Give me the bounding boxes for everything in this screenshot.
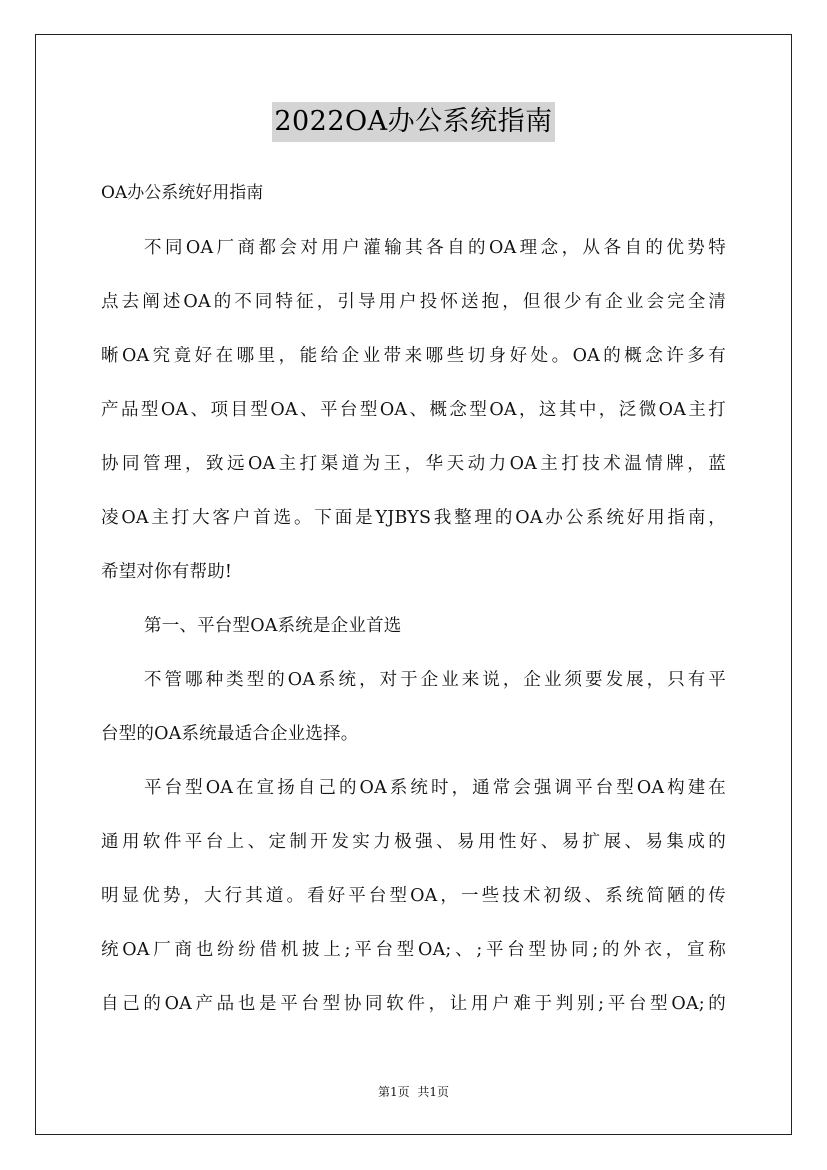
body-line: 凌OA主打大客户首选。下面是YJBYS我整理的OA办公系统好用指南， bbox=[101, 508, 726, 528]
body-line: 不管哪种类型的OA系统，对于企业来说，企业须要发展，只有平 bbox=[144, 670, 726, 690]
body-line: 明显优势，大行其道。看好平台型OA，一些技术初级、系统简陋的传 bbox=[101, 886, 726, 906]
section-heading: 第一、平台型OA系统是企业首选 bbox=[144, 616, 402, 636]
page-total: 共1页 bbox=[417, 1085, 449, 1099]
body-line: 统OA厂商也纷纷借机披上;平台型OA;、;平台型协同;的外衣，宣称 bbox=[101, 940, 726, 960]
body-line: 不同OA厂商都会对用户灌输其各自的OA理念，从各自的优势特 bbox=[144, 238, 726, 258]
body-line: 通用软件平台上、定制开发实力极强、易用性好、易扩展、易集成的 bbox=[101, 832, 726, 852]
body-line: 自己的OA产品也是平台型协同软件，让用户难于判别;平台型OA;的 bbox=[101, 994, 726, 1014]
document-subtitle: OA办公系统好用指南 bbox=[101, 183, 264, 203]
body-line: 产品型OA、项目型OA、平台型OA、概念型OA，这其中，泛微OA主打 bbox=[101, 400, 726, 420]
title-container bbox=[0, 102, 827, 142]
page-footer bbox=[0, 1083, 827, 1101]
body-line: 台型的OA系统最适合企业选择。 bbox=[101, 724, 359, 744]
body-line: 点去阐述OA的不同特征，引导用户投怀送抱，但很少有企业会完全清 bbox=[101, 292, 726, 312]
body-line: 协同管理，致远OA主打渠道为王，华天动力OA主打技术温情牌，蓝 bbox=[101, 454, 726, 474]
body-line: 希望对你有帮助! bbox=[101, 562, 233, 582]
page-number: 第1页 bbox=[378, 1085, 410, 1099]
body-line: 平台型OA在宣扬自己的OA系统时，通常会强调平台型OA构建在 bbox=[144, 778, 726, 798]
body-line: 晰OA究竟好在哪里，能给企业带来哪些切身好处。OA的概念许多有 bbox=[101, 346, 726, 366]
document-title: 2022OA办公系统指南 bbox=[272, 102, 554, 142]
